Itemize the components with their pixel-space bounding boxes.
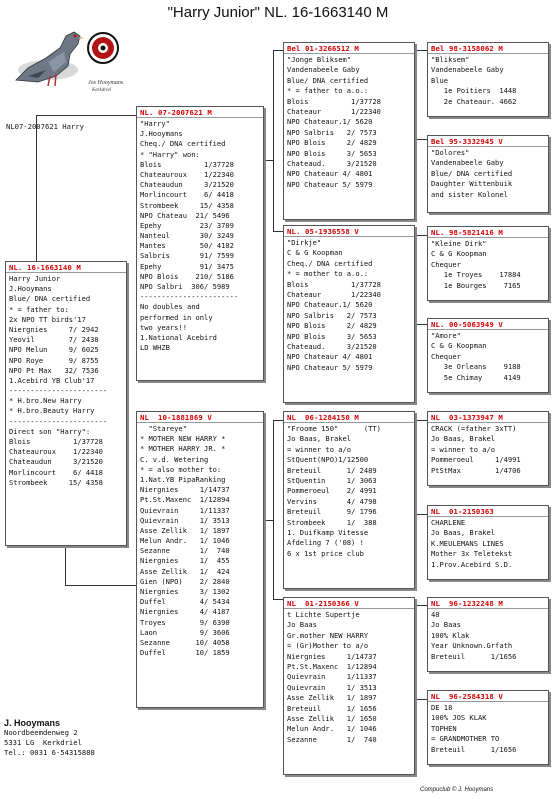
- card-line: NPO Chateaur 4/ 4801: [287, 169, 373, 179]
- card-line: Chateaud. 3/21520: [287, 158, 377, 168]
- card-line: * = mother to a.o.:: [287, 269, 369, 279]
- card-line: 1.Nat.YB PipaRanking: [140, 474, 226, 484]
- card-line: Daughter Wittenbuik: [431, 179, 513, 189]
- card-line: Jo Baas, Brakel: [431, 528, 496, 538]
- card-line: Cheq./ DNA certified: [140, 139, 226, 149]
- card-line: Sezanne 1/ 740: [140, 546, 230, 556]
- card-line: Strombeek 15/ 4358: [140, 200, 234, 210]
- card-body: [428, 609, 548, 662]
- pedigree-card-father: [136, 106, 264, 381]
- card-line: "Bliksem": [431, 55, 470, 64]
- card-body: [428, 54, 548, 107]
- card-line: = winner to a/o: [287, 444, 352, 454]
- card-line: Pt.St.Maxenc 1/12894: [140, 495, 230, 505]
- connector-line: [36, 115, 37, 263]
- card-line: "Amore": [431, 331, 461, 340]
- card-line: Niergnies 1/14737: [287, 651, 377, 661]
- svg-text:Kerkdriel: Kerkdriel: [92, 88, 112, 93]
- card-header: NL. 05-1936558 V: [284, 226, 414, 237]
- owner-address-line: Noordbeemdenweg 2: [4, 728, 78, 737]
- card-header: Bel 98-3158062 M: [428, 43, 548, 54]
- card-line: PtStMax 1/4706: [431, 465, 521, 475]
- card-line: -----------------------: [140, 292, 239, 302]
- card-line: Gr.mother NEW HARRY: [287, 630, 369, 640]
- card-line: Breteuil 1/ 2489: [287, 465, 377, 475]
- card-line: 1.Acebird YB Club'17: [9, 375, 95, 385]
- card-line: t Lichte Supertje: [287, 610, 360, 619]
- card-line: Pt.St.Maxenc 1/12894: [287, 661, 377, 671]
- card-body: [284, 237, 414, 373]
- card-header: NL 03-1373947 M: [428, 412, 548, 423]
- card-line: * = father to a.o.:: [287, 86, 369, 96]
- card-line: Quievrain 1/11337: [287, 672, 377, 682]
- card-line: Epehy 91/ 3475: [140, 261, 234, 271]
- card-line: Chateaudun 3/21520: [9, 457, 103, 467]
- card-line: NPO Salbris 2/ 7573: [287, 127, 377, 137]
- card-line: 1e Bourges 7165: [431, 280, 521, 290]
- connector-line: [415, 605, 427, 700]
- connector-line: [415, 235, 427, 325]
- pedigree-card-ffm: [427, 135, 549, 213]
- card-line: Jo Baas, Brakel: [431, 434, 496, 444]
- card-line: Asse Zellik 1/ 1897: [287, 693, 377, 703]
- card-line: Mother 3x Teletekst: [431, 549, 513, 559]
- pedigree-card-mother: [136, 411, 264, 708]
- card-header: Bel 01-3266512 M: [284, 43, 414, 54]
- card-line: * H.bro.Beauty Harry: [9, 406, 95, 416]
- card-line: Breteuil 1/1656: [431, 744, 517, 754]
- card-line: 5e Chimay 4149: [431, 372, 521, 382]
- card-line: * "Harry" won:: [140, 149, 200, 159]
- connector-line: [263, 520, 273, 521]
- card-line: Breteuil 1/1656: [431, 651, 517, 661]
- card-body: [428, 147, 548, 200]
- card-line: 100% Klak: [431, 630, 470, 640]
- card-line: Duffel 4/ 5434: [140, 597, 230, 607]
- card-line: two years!!: [140, 322, 187, 332]
- card-body: [137, 423, 263, 658]
- connector-line: [273, 50, 283, 232]
- pedigree-card-mfm: [427, 505, 549, 580]
- card-line: Jo Baas: [431, 620, 461, 630]
- card-line: 2x NPO TT birds'17: [9, 314, 86, 324]
- pedigree-card-mff: [427, 411, 549, 486]
- card-line: Jo Baas, Brakel: [287, 434, 352, 444]
- card-line: Chateauroux 1/22340: [140, 169, 234, 179]
- card-line: = GRANDMOTHER TO: [431, 734, 500, 744]
- card-line: K.MEULEMANS LINES: [431, 538, 504, 548]
- card-line: Strombeek 1/ 388: [287, 517, 377, 527]
- card-line: 1. Duifkamp Vitesse: [287, 527, 369, 537]
- card-line: C. v.d. Wetering: [140, 454, 209, 464]
- card-line: 1e Poitiers 1448: [431, 86, 517, 96]
- card-line: J.Hooymans: [9, 284, 52, 294]
- card-line: Blue: [431, 75, 449, 85]
- card-line: Asse Zellik 1/ 424: [140, 566, 230, 576]
- owner-phone: Tel.: 0031 6-54315888: [4, 748, 95, 757]
- card-line: "Kleine Dirk": [431, 239, 487, 248]
- card-header: Bel 95-3332945 V: [428, 136, 548, 147]
- card-line: Morlincourt 6/ 4418: [140, 190, 234, 200]
- card-line: Vandenabeele Gaby: [431, 65, 504, 75]
- pedigree-title: "Harry Junior" NL. 16-1663140 M: [167, 4, 389, 21]
- reference-label: NL07-2007621 Harry: [6, 122, 84, 131]
- card-line: * = also mother to:: [140, 464, 222, 474]
- card-line: 48: [431, 610, 440, 619]
- card-line: 3e Orleans 9188: [431, 362, 521, 372]
- card-line: Chateauroux 1/22340: [9, 447, 103, 457]
- card-header: NL. 98-5821416 M: [428, 227, 548, 238]
- card-line: Blue/ DNA certified: [287, 75, 369, 85]
- card-line: Breteuil 9/ 1796: [287, 507, 377, 517]
- card-line: Blois 1/37728: [9, 437, 103, 446]
- pedigree-card-fmf: [427, 226, 549, 301]
- card-line: "Stareye": [140, 424, 187, 433]
- card-line: Cheq./ DNA certified: [287, 258, 373, 268]
- card-line: NPO Chateaur.1/ 5620: [287, 300, 373, 310]
- card-line: Sezanne 1/ 740: [287, 734, 377, 744]
- card-line: Chequer: [431, 351, 461, 361]
- card-body: [428, 238, 548, 291]
- card-line: -----------------------: [9, 386, 108, 396]
- card-line: Asse Zellik 1/ 1650: [287, 713, 377, 723]
- card-line: Strombeek 15/ 4358: [9, 477, 103, 487]
- card-line: Chequer: [431, 259, 461, 269]
- card-body: [428, 423, 548, 476]
- card-line: NPO Roye 9/ 8755: [9, 355, 99, 365]
- card-line: Blois 1/37728: [287, 96, 381, 106]
- card-line: Epehy 23/ 3709: [140, 220, 234, 230]
- connector-line: [415, 420, 427, 515]
- card-line: Vandenabeele Gaby: [287, 65, 360, 75]
- card-line: NPO Chateaur 5/ 5979: [287, 179, 373, 189]
- card-line: C & G Koopman: [287, 248, 343, 258]
- card-line: Pommeroeul 1/4991: [431, 455, 521, 465]
- card-line: CHARLENE: [431, 518, 466, 527]
- card-body: [428, 517, 548, 570]
- card-header: NL 10-1881869 V: [137, 412, 263, 423]
- card-line: Niergnies 4/ 4187: [140, 607, 230, 617]
- card-line: Blue/ DNA certified: [431, 168, 513, 178]
- card-line: Melun Andr. 1/ 1046: [287, 724, 377, 734]
- connector-line: [263, 160, 273, 161]
- card-line: "Dolores": [431, 148, 470, 157]
- card-line: Chateaur 1/22340: [287, 106, 381, 116]
- pedigree-card-bird: [5, 261, 127, 546]
- card-line: 1.National Acebird: [140, 332, 217, 342]
- card-line: NPO Chateaur 5/ 5979: [287, 362, 373, 372]
- card-line: = winner to a/o: [431, 444, 496, 454]
- card-line: Blue/ DNA certified: [9, 294, 91, 304]
- card-line: NPO Salbris 2/ 7573: [287, 310, 377, 320]
- card-line: NPO Blois 3/ 5653: [287, 331, 377, 341]
- card-body: [428, 702, 548, 755]
- pedigree-card-fff: [427, 42, 549, 117]
- owner-address-line: 5331 LG Kerkdriel: [4, 738, 82, 747]
- card-header: NL 96-2584318 V: [428, 691, 548, 702]
- card-line: Troyes 9/ 6390: [140, 617, 230, 627]
- card-line: NPO Blois 2/ 4829: [287, 321, 377, 331]
- card-line: TOPHEN: [431, 723, 457, 733]
- pedigree-card-mmf: [427, 597, 549, 672]
- card-line: Vandenabeele Gaby: [431, 158, 504, 168]
- pedigree-card-mf: [283, 411, 415, 589]
- card-line: Asse Zellik 1/ 1897: [140, 525, 230, 535]
- pedigree-card-ff: [283, 42, 415, 220]
- card-line: 2e Chateaur. 4662: [431, 96, 517, 106]
- card-line: 1e Troyes 17884: [431, 270, 521, 280]
- card-line: J.Hooymans: [140, 129, 183, 139]
- footer-credit: Compuclub © J. Hooymans: [420, 787, 494, 793]
- card-line: Chateaud. 3/21520: [287, 341, 377, 351]
- card-line: Niergnies 3/ 1302: [140, 587, 230, 596]
- card-body: [284, 423, 414, 559]
- card-line: No doubles and: [140, 302, 200, 312]
- card-line: StQuentin 1/ 3063: [287, 475, 377, 485]
- owner-block: [4, 718, 164, 758]
- card-line: NPO Melun 9/ 6025: [9, 345, 99, 355]
- svg-text:Jos Hooymans: Jos Hooymans: [88, 80, 124, 86]
- card-line: Chateaur 1/22340: [287, 289, 381, 299]
- card-line: 100% JOS KLAK: [431, 713, 487, 723]
- card-line: NPO Pt Max 32/ 7536: [9, 365, 99, 375]
- card-line: C & G Koopman: [431, 249, 487, 259]
- card-header: NL 01-2150366 V: [284, 598, 414, 609]
- pedigree-card-mmm: [427, 690, 549, 765]
- card-line: Afdeling 7 ('08) !: [287, 538, 364, 548]
- card-line: 6 x 1st price club: [287, 548, 364, 558]
- card-line: Chateaudun 3/21520: [140, 180, 234, 190]
- card-body: [284, 54, 414, 190]
- card-line: Quievrain 1/11337: [140, 505, 230, 515]
- card-line: performed in only: [140, 312, 213, 322]
- card-line: = (Gr)Mother to a/o: [287, 641, 369, 651]
- card-line: DE 18: [431, 703, 453, 712]
- card-line: Harry Junior: [9, 274, 61, 283]
- card-line: NPO Chateaur.1/ 5620: [287, 117, 373, 127]
- card-line: Blois 1/37728: [287, 279, 381, 289]
- card-line: "Harry": [140, 119, 170, 128]
- pedigree-card-fm: [283, 225, 415, 403]
- card-line: Yeovil 7/ 2438: [9, 335, 99, 345]
- card-line: "Dirkje": [287, 238, 322, 247]
- pigeon-logo-icon: [8, 18, 126, 98]
- card-body: [428, 330, 548, 383]
- card-line: Year Unknown.Grfath: [431, 641, 513, 651]
- connector-line: [65, 585, 136, 586]
- card-line: C & G Koopman: [431, 341, 487, 351]
- card-line: and sister Kolonel: [431, 189, 508, 199]
- card-line: * MOTHER HARRY JR. *: [140, 444, 226, 454]
- connector-line: [65, 545, 66, 585]
- card-header: NL 01-2150363: [428, 506, 548, 517]
- card-line: Salbris 91/ 7599: [140, 251, 234, 261]
- card-line: * = father to:: [9, 304, 69, 314]
- card-body: [284, 609, 414, 745]
- card-line: NPO Chateau 21/ 5496: [140, 210, 230, 220]
- card-line: Laon 9/ 3606: [140, 627, 230, 637]
- card-line: Blois 1/37728: [140, 159, 234, 169]
- card-header: NL. 16-1663140 M: [6, 262, 126, 273]
- card-line: * MOTHER NEW HARRY *: [140, 434, 226, 444]
- card-line: "Jonge Bliksem": [287, 55, 352, 64]
- card-line: NPO Chateaur 4/ 4801: [287, 352, 373, 362]
- card-line: NPO Blois 2/ 4829: [287, 138, 377, 148]
- card-line: Vervins 4/ 4798: [287, 496, 377, 506]
- card-line: -----------------------: [9, 416, 108, 426]
- card-line: Gien (NPO) 2/ 2840: [140, 576, 230, 586]
- card-line: Quievrain 1/ 3513: [287, 682, 377, 692]
- card-line: NPO Blois 3/ 5653: [287, 148, 377, 158]
- pedigree-card-mm: [283, 597, 415, 775]
- card-header: NL 06-1284150 M: [284, 412, 414, 423]
- connector-line: [273, 420, 283, 600]
- card-header: NL. 07-2007621 M: [137, 107, 263, 118]
- card-line: Melun Andr. 1/ 1046: [140, 536, 230, 546]
- card-line: Direct son "Harry":: [9, 426, 91, 436]
- card-line: Quievrain 1/ 3513: [140, 515, 230, 525]
- card-line: StQuent(NPO)1/12500: [287, 455, 369, 465]
- card-line: Nanteul 30/ 3249: [140, 231, 234, 241]
- pedigree-card-fmm: [427, 318, 549, 393]
- card-line: Niergnies 7/ 2942: [9, 324, 99, 334]
- card-line: Sezanne 10/ 4058: [140, 637, 230, 647]
- card-line: CRACK (=father 3xTT): [431, 424, 517, 433]
- card-line: NPO Salbri 306/ 5989: [140, 282, 230, 291]
- card-line: LD WHZB: [140, 343, 170, 353]
- card-header: NL 96-1232248 M: [428, 598, 548, 609]
- owner-name: J. Hooymans: [4, 718, 61, 728]
- card-line: NPO Blois 210/ 5186: [140, 271, 234, 281]
- card-header: NL. 00-5063949 V: [428, 319, 548, 330]
- card-body: [137, 118, 263, 353]
- card-line: Niergnies 1/ 455: [140, 556, 230, 566]
- card-line: Breteuil 1/ 1656: [287, 703, 377, 713]
- card-line: Mantes 50/ 4182: [140, 241, 234, 251]
- card-line: Jo Baas: [287, 620, 317, 630]
- connector-line: [415, 50, 427, 140]
- card-line: Duffel 10/ 1859: [140, 648, 230, 658]
- card-line: 1.Prov.Acebird S.D.: [431, 559, 513, 569]
- card-line: Niergnies 1/14737: [140, 485, 230, 495]
- card-line: Morlincourt 6/ 4418: [9, 467, 103, 477]
- card-line: "Froome 150" (TT): [287, 424, 381, 433]
- card-line: Pommeroeul 2/ 4991: [287, 486, 377, 496]
- card-line: * H.bro.New Harry: [9, 396, 82, 406]
- card-body: [6, 273, 126, 488]
- connector-line: [36, 115, 136, 116]
